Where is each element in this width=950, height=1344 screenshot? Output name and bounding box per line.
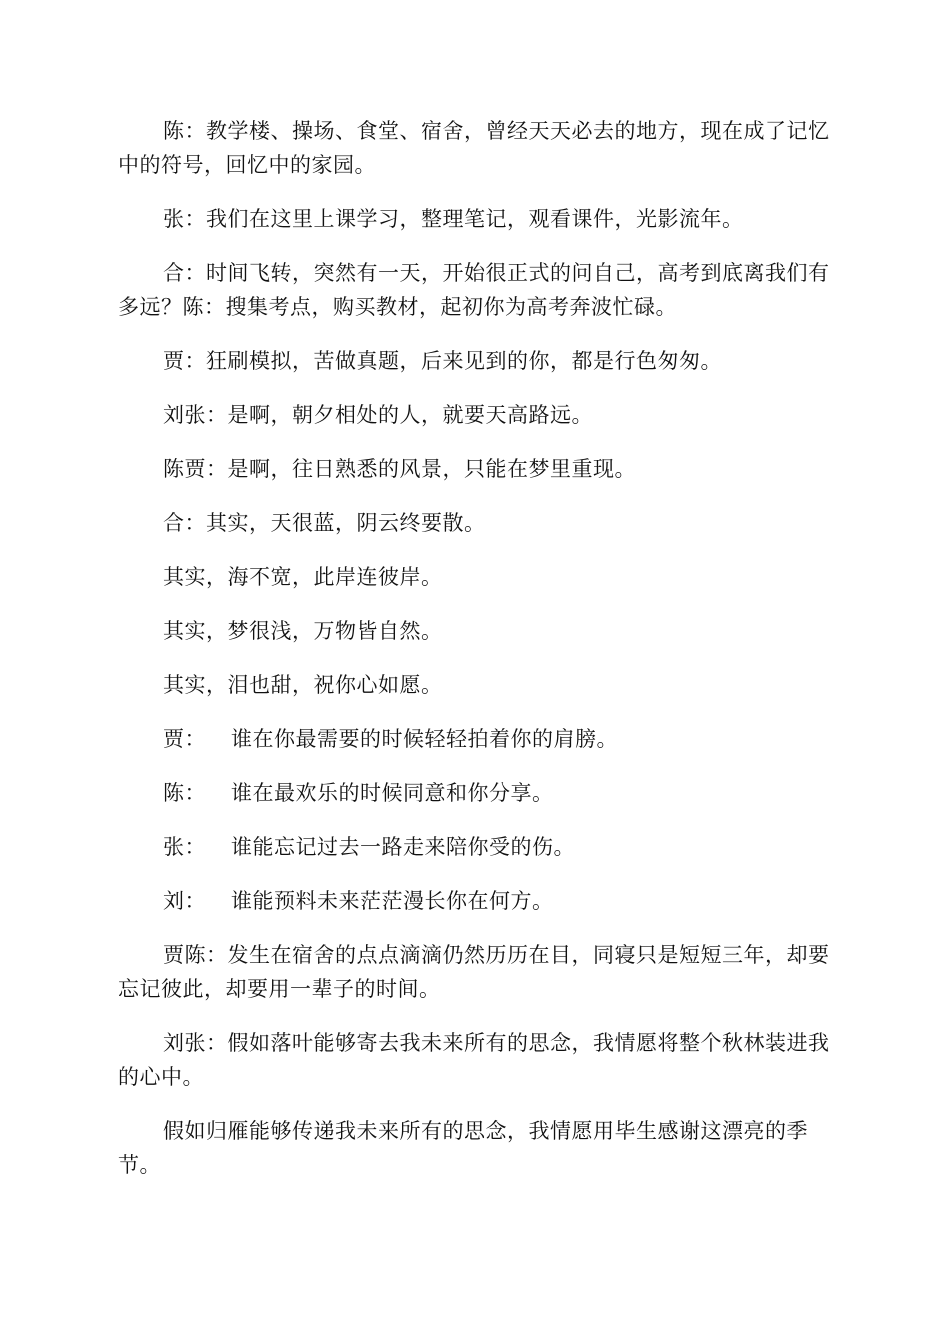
document-body (118, 114, 833, 1202)
paragraph: 刘张：假如落叶能够寄去我未来所有的思念，我情愿将整个秋林装进我的心中。 (118, 1031, 830, 1089)
speaker-text: 谁在你最需要的时候轻轻拍着你的肩膀。 (231, 727, 618, 751)
paragraph: 其实，海不宽，此岸连彼岸。 (163, 565, 443, 589)
speaker-label: 贾： (163, 727, 206, 751)
paragraph: 假如归雁能够传递我未来所有的思念，我情愿用毕生感谢这漂亮的季节。 (118, 1119, 808, 1177)
paragraph: 其实，梦很浅，万物皆自然。 (163, 619, 443, 643)
speaker-line (118, 884, 833, 918)
speaker-label: 刘： (163, 889, 206, 913)
paragraph: 合：时间飞转，突然有一天，开始很正式的问自己，高考到底离我们有多远？陈：搜集考点，购买教材，起初你为高考奔波忙碌。 (118, 261, 830, 319)
speaker-text: 谁能忘记过去一路走来陪你受的伤。 (231, 835, 575, 859)
paragraph: 陈：教学楼、操场、食堂、宿舍，曾经天天必去的地方，现在成了记忆中的符号，回忆中的家园。 (118, 119, 830, 177)
paragraph: 刘张：是啊，朝夕相处的人，就要天高路远。 (163, 403, 593, 427)
paragraph: 陈贾：是啊，往日熟悉的风景，只能在梦里重现。 (163, 457, 636, 481)
paragraph: 合：其实，天很蓝，阴云终要散。 (163, 511, 486, 535)
speaker-text: 谁能预料未来茫茫漫长你在何方。 (231, 889, 554, 913)
paragraph: 其实，泪也甜，祝你心如愿。 (163, 673, 443, 697)
speaker-text: 谁在最欢乐的时候同意和你分享。 (231, 781, 554, 805)
speaker-line (118, 722, 833, 756)
speaker-label: 陈： (163, 781, 206, 805)
speaker-label: 张： (163, 835, 206, 859)
speaker-line (118, 776, 833, 810)
paragraph: 贾陈：发生在宿舍的点点滴滴仍然历历在目，同寝只是短短三年，却要忘记彼此，却要用一辈子的时间。 (118, 943, 830, 1001)
paragraph: 张：我们在这里上课学习，整理笔记，观看课件，光影流年。 (163, 207, 744, 231)
paragraph: 贾：狂刷模拟，苦做真题，后来见到的你，都是行色匆匆。 (163, 349, 722, 373)
speaker-line (118, 830, 833, 864)
